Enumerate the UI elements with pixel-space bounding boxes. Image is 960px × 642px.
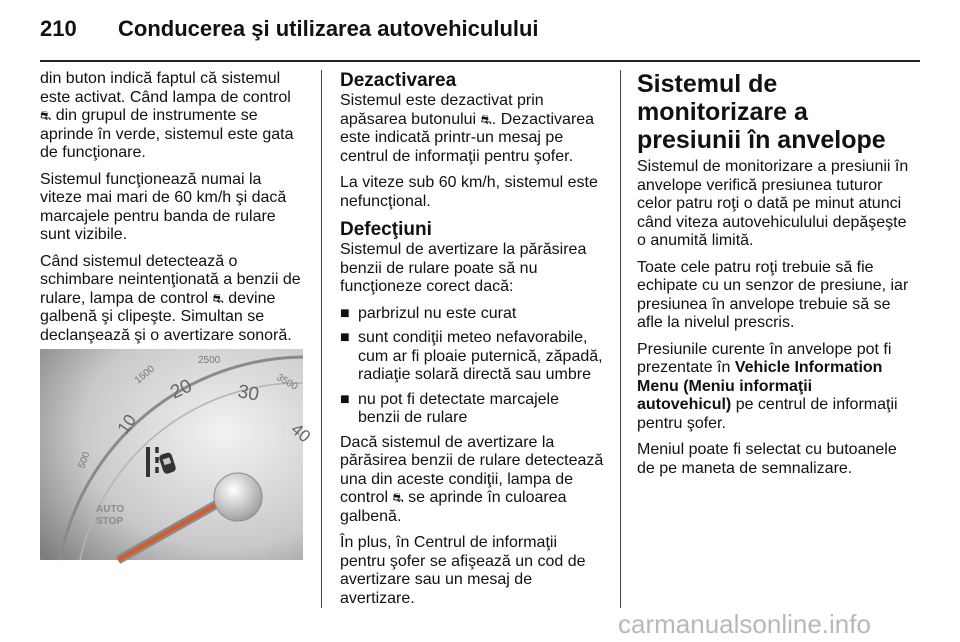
section-heading: Defecţiuni xyxy=(340,219,432,240)
section-heading: Sistemul de monitorizare a presiunii în anvelope xyxy=(637,70,886,154)
speed-label: 40 xyxy=(287,419,315,447)
speed-label: 10 xyxy=(113,410,141,438)
paragraph: din buton indică faptul că sistemul este activat. Când lampa de control ⛐ din grupul de instrumente se aprinde în verde, sistemul este gata de funcţionare. xyxy=(40,70,294,161)
paragraph: Sistemul de monitorizare a presiunii în anvelope verifică presiunea tuturor celor patru roţi o dată pe minut atunci când viteza autovehiculului depăşeşte o anumită limită. xyxy=(637,158,909,249)
lane-departure-icon: ⛐ xyxy=(480,111,492,127)
header-rule xyxy=(40,60,920,62)
page-header xyxy=(40,12,920,52)
gauge-hub xyxy=(214,473,262,521)
column-3 xyxy=(637,70,909,486)
column-1 xyxy=(40,70,306,353)
paragraph: Sistemul funcţionează numai la viteze mai mari de 60 km/h şi dacă marcajele pentru banda de rulare sunt vizibile. xyxy=(40,170,287,243)
lane-departure-icon: ⛐ xyxy=(212,290,224,306)
paragraph: Presiunile curente în anvelope pot fi prezentate în Vehicle Information Menu (Meniu informaţii autovehicul) pe centrul de informaţii pentru şofer. xyxy=(637,340,898,432)
column-divider-1 xyxy=(321,70,322,608)
lane-departure-icon: ⛐ xyxy=(392,490,404,505)
paragraph: Când sistemul detectează o schimbare neintenţionată a benzii de rulare, lampa de control ⛐ devine galbenă şi clipeşte. Simultan se declanşează şi o avertizare sonoră. xyxy=(40,252,301,344)
speed-label: 30 xyxy=(236,381,261,406)
rpm-label: 2500 xyxy=(198,355,221,366)
paragraph: La viteze sub 60 km/h, sistemul este nefuncţional. xyxy=(340,174,598,210)
paragraph: Sistemul de avertizare la părăsirea benzii de rulare poate să nu funcţioneze corect dacă: xyxy=(340,241,587,295)
column-2 xyxy=(340,70,604,616)
watermark: carmanualsonline.info xyxy=(618,609,871,639)
column-divider-2 xyxy=(620,70,621,608)
instrument-cluster-image xyxy=(40,349,315,560)
section-heading: Dezactivarea xyxy=(340,70,457,91)
list-item: ■ parbrizul nu este curat xyxy=(340,304,517,322)
rpm-label: 3500 xyxy=(274,372,300,393)
bullet-mark: ■ xyxy=(340,390,350,408)
page-number: 210 xyxy=(40,16,77,41)
paragraph: Dacă sistemul de avertizare la părăsirea benzii de rulare detectează una din aceste condiţii, lampa de control ⛐ se aprinde în culoarea galbenă. xyxy=(340,433,604,525)
list-item: ■ nu pot fi detectate marcajele benzii de rulare xyxy=(340,390,560,426)
lane-departure-icon: ⛐ xyxy=(40,108,52,123)
auto-stop-label: AUTO xyxy=(96,504,125,515)
auto-stop-label: STOP xyxy=(96,516,124,527)
rpm-label: 1500 xyxy=(132,363,157,387)
page-title: Conducerea şi utilizarea autovehiculului xyxy=(118,16,539,41)
paragraph: Toate cele patru roţi trebuie să fie echipate cu un senzor de presiune, iar presiunea în anvelope trebuie să se afle la nivelul prescris. xyxy=(637,258,909,331)
paragraph: În plus, în Centrul de informaţii pentru şofer se afişează un cod de avertizare sau un mesaj de avertizare. xyxy=(340,534,586,607)
speed-label: 20 xyxy=(167,375,196,404)
bullet-mark: ■ xyxy=(340,329,350,346)
menu-reference: Vehicle Information Menu (Meniu informaţii autovehicul) xyxy=(637,359,883,413)
rpm-label: 500 xyxy=(76,450,93,471)
paragraph: Meniul poate fi selectat cu butoanele de pe maneta de semnalizare. xyxy=(637,441,897,477)
list-item: ■ sunt condiţii meteo nefavorabile, cum ar fi ploaie puternică, zăpadă, radiaţie solară directă sau umbre xyxy=(340,329,603,383)
paragraph: Sistemul este dezactivat prin apăsarea butonului ⛐. Dezactivarea este indicată printr-un mesaj pe centrul de informaţii pentru şofer. xyxy=(340,92,595,165)
bullet-mark: ■ xyxy=(340,304,350,322)
